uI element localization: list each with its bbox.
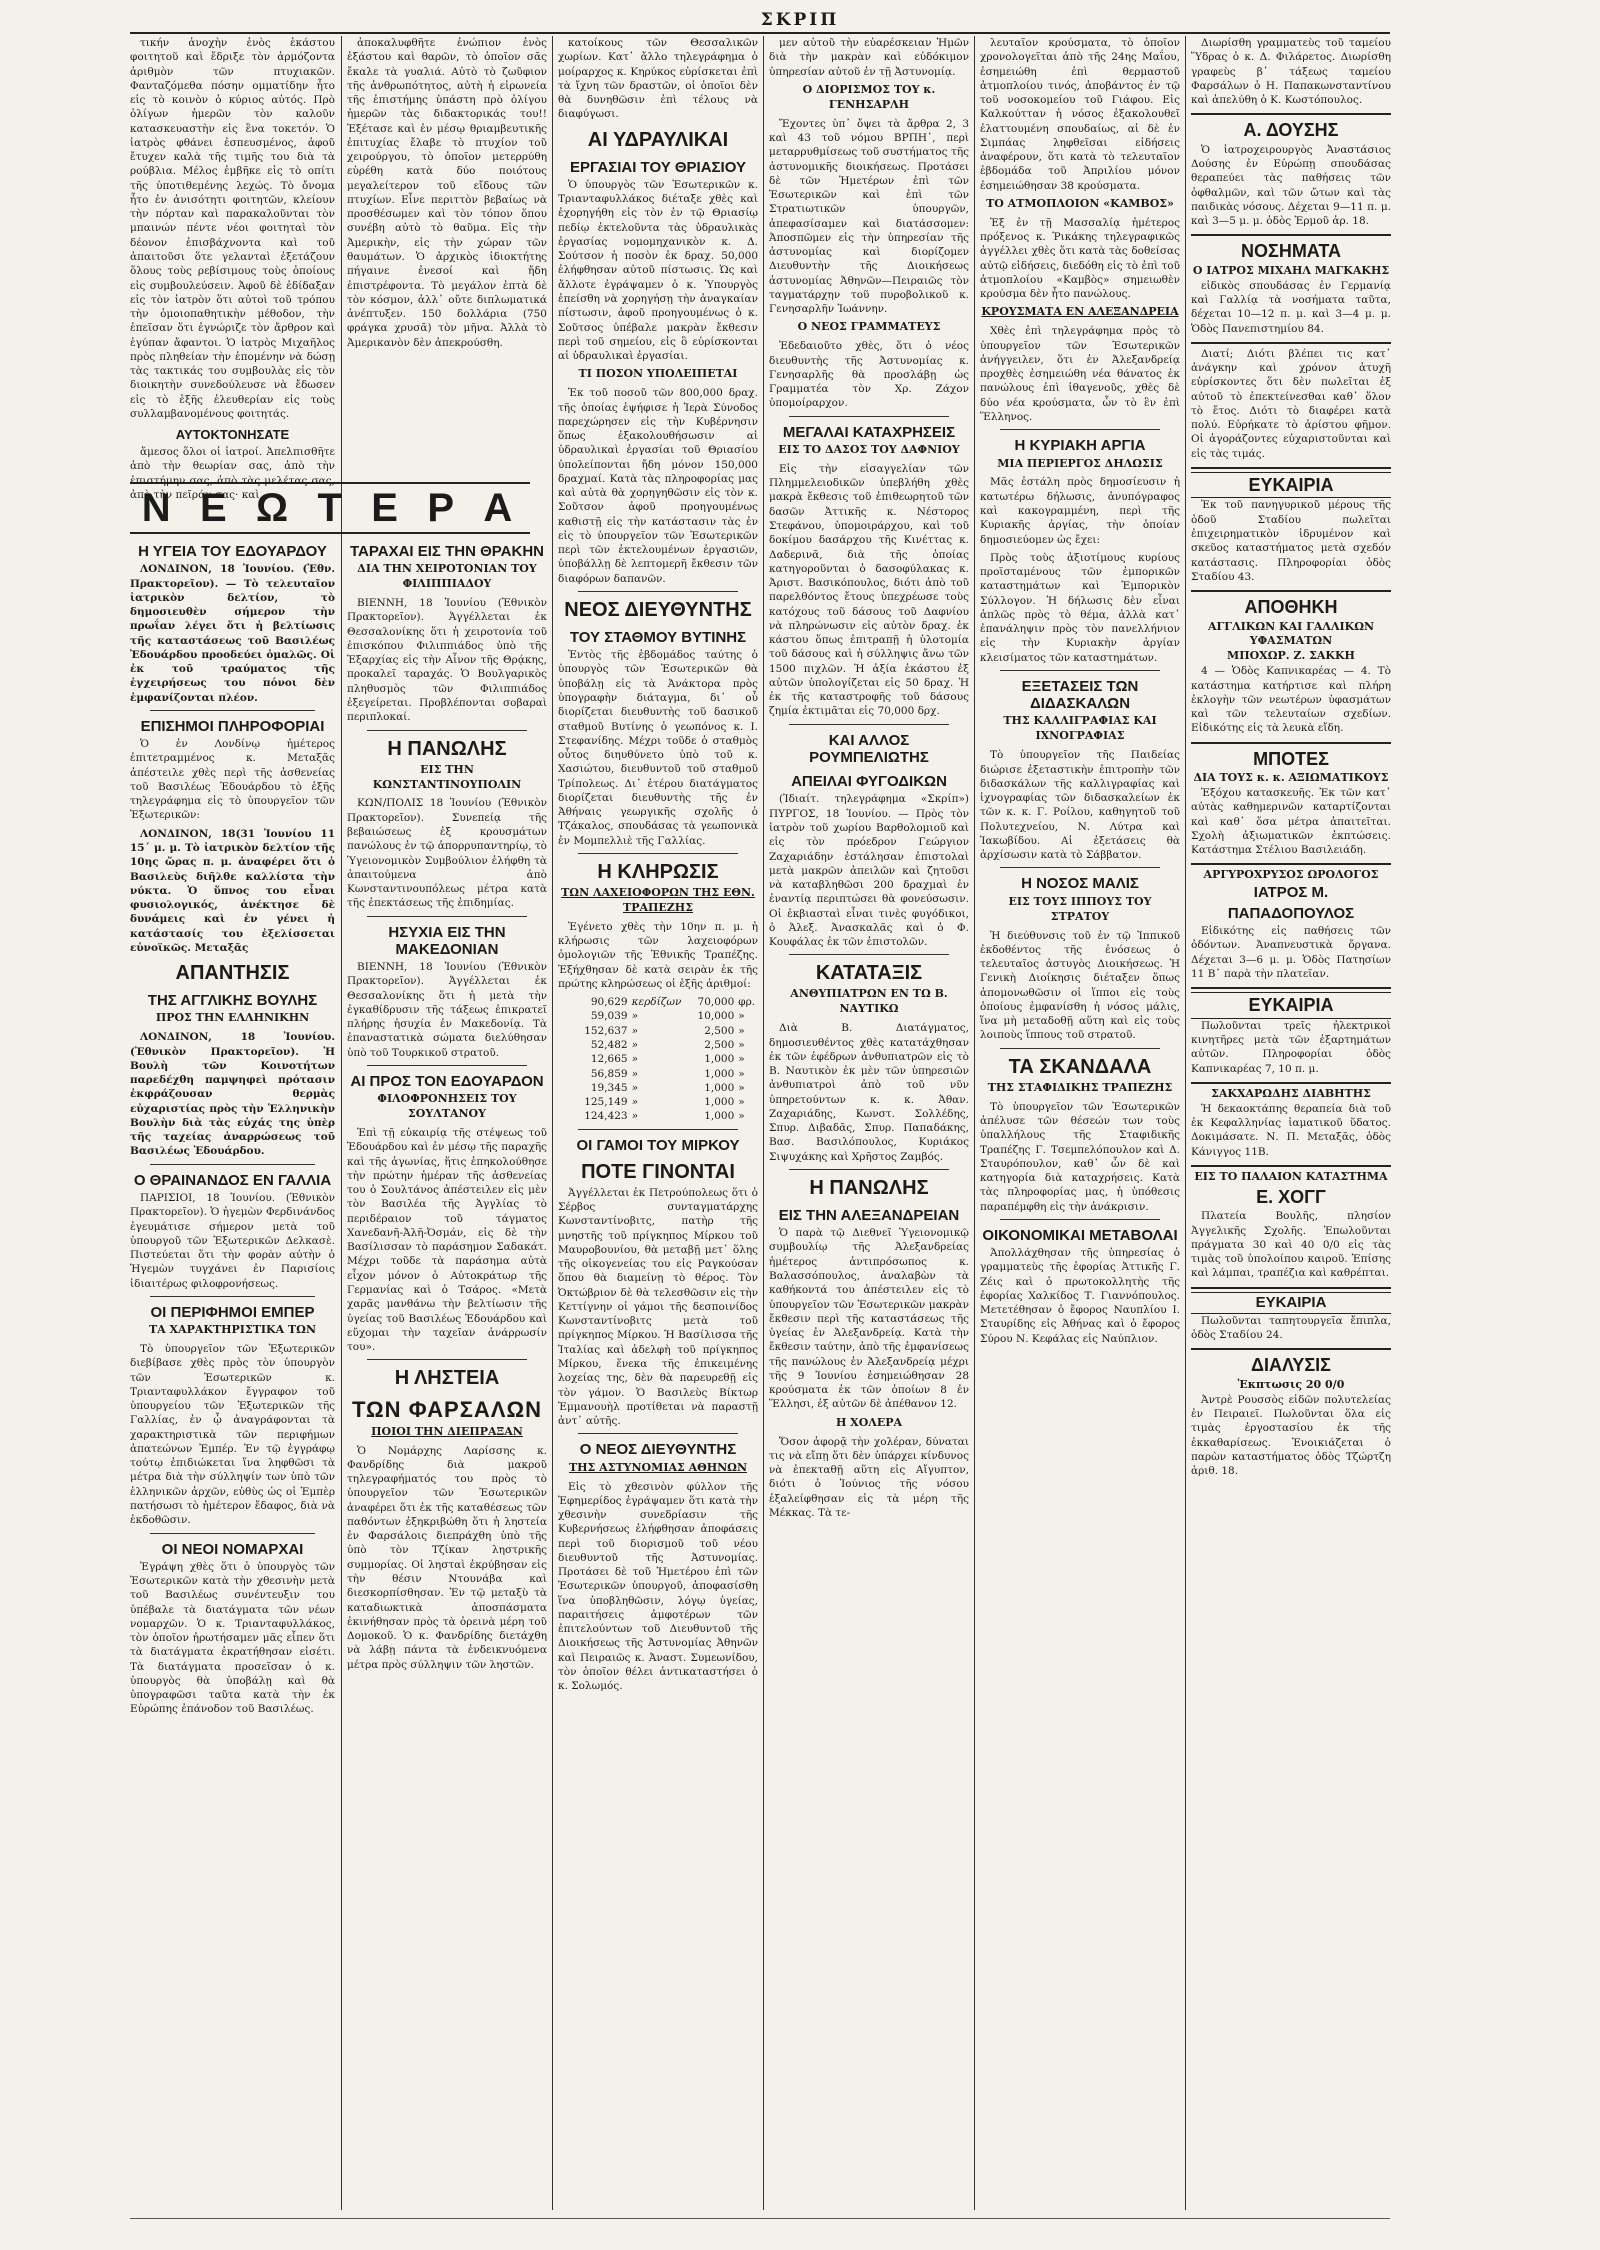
headline: ΤΩΝ ΦΑΡΣΑΛΩΝ (352, 1397, 542, 1423)
lottery-number: 19,345 (590, 1081, 628, 1094)
divider (1000, 1048, 1160, 1049)
lottery-row (558, 1095, 758, 1109)
divider (150, 710, 315, 711)
ad-subtitle: ΑΓΓΛΙΚΩΝ ΚΑΙ ΓΑΛΛΙΚΩΝ ΥΦΑΣΜΑΤΩΝ (1207, 619, 1375, 648)
headline: Η ΝΟΣΟΣ ΜΑΛΙΣ (1021, 875, 1139, 893)
advertisement (1191, 863, 1391, 981)
article-text: Ὁ Νομάρχης Λαρίσσης κ. Φανδρίδης διὰ μακροῦ τηλεγραφήματός του πρὸς τὸ ὑπουργεῖον τῶν Ἐσωτερικῶν ἀναφέρει ὅτι ἐκ τῆς καταθέσεως τῶν παθόντων ἐξηκριβώθη ὅτι ἡ ληστεία ἐν Φαρσάλοις διεπράχθη ὑπὸ τῆς ὑπὸ τὸν Τζίκαν ληστρικῆς συμμορίας. Οἱ λησταὶ ἐκρύβησαν εἰς τὴν θέσιν Ντουνάβα καὶ διεσκορπίσθησαν. Ἐν τῷ μεταξὺ τὰ καταδιωκτικὰ ἀποσπάσματα ἐκινήθησαν πρὸς τὰ ὀρεινὰ μέρη τοῦ Δομοκοῦ. Ὁ κ. Φανδρίδης διετάχθη νὰ λάβῃ πάντα τὰ ἐνδεικνυόμενα μέτρα πρὸς σύλληψιν τῶν ληστῶν. (347, 1444, 547, 1671)
article-text: Χθὲς ἐπὶ τηλεγράφημα πρὸς τὸ ὑπουργεῖον τῶν Ἐσωτερικῶν ἀνήγγειλεν, ὅτι ἐν Ἀλεξανδρείᾳ προχθὲς ἐσημειώθη νέα θάνατος ἐκ πανώλους ἐπὶ ἰθαγενοῦς, χθὲς δὲ δύο νέα κρούσματα, ὧν τὸ ἓν ἐπὶ Ἕλληνος. (980, 325, 1180, 424)
ad-text: Πλατεία Βουλῆς, πλησίον Ἀγγελικῆς Σχολῆς. Ἐπωλοῦνται πράγματα 30 καὶ 40 0/0 εἰς τὰς τιμὰς τοῦ ὑπολοίπου καιροῦ. Ἐπίσης καὶ λάμπαι, τραπέζια καὶ καθρέπται. (1191, 1210, 1391, 1280)
lottery-prize: 1,000 (704, 1053, 735, 1066)
ad-text: Ἐκ τοῦ πανηγυρικοῦ μέρους τῆς ὁδοῦ Σταδίου πωλεῖται ἐπιχειρηματικὸν ἱδρυμένον καὶ σκεῦος καταστήματος μετὰ σχεδόν κατάστασις. Πληροφορίαι ὁδὸς Σταδίου 43. (1191, 499, 1391, 583)
lottery-prize: 70,000 (697, 996, 735, 1009)
subheadline: ΠΟΙΟΙ ΤΗΝ ΔΙΕΠΡΑΞΑΝ (371, 1424, 523, 1438)
subheadline: ΤΩΝ ΛΑΧΕΙΟΦΟΡΩΝ ΤΗΣ ΕΘΝ. ΤΡΑΠΕΖΗΣ (561, 885, 755, 914)
lottery-currency: » (738, 1053, 745, 1066)
column-rule (974, 36, 975, 2210)
divider (367, 730, 527, 731)
article-text: κατοίκους τῶν Θεσσαλικῶν χωρίων. Κατ᾽ ἄλλο τηλεγράφημα ὁ μοίραρχος κ. Κηρύκος εὑρίσκεται ἐπὶ τὰ ἴχνη τῶν δραστῶν, οἱ ὁποῖοι δὲν θὰ δυνηθῶσιν ἐπὶ τέλους νὰ διαφύγωσι. (558, 37, 758, 121)
lottery-number: 59,039 (590, 1010, 628, 1023)
divider (578, 1129, 738, 1130)
lottery-number: 124,423 (584, 1110, 628, 1123)
subheadline: ΕΙΣ ΤΟ ΔΑΣΟΣ ΤΟΥ ΔΑΦΝΙΟΥ (778, 442, 960, 456)
lottery-number: 12,665 (590, 1053, 628, 1066)
ad-subtitle: Ο ΙΑΤΡΟΣ ΜΙΧΑΗΛ ΜΑΓΚΑΚΗΣ (1192, 263, 1390, 277)
column-rule (552, 36, 553, 2210)
lottery-currency: » (738, 1067, 745, 1080)
article-text: Τὸ ὑπουργεῖον τῆς Παιδείας διώρισε ἐξεταστικὴν ἐπιτροπὴν τῶν διδασκάλων τῆς καλλιγραφίας καὶ ἰχνογραφίας τῶν διδασκαλείων ἐκ τῶν κ. κ. Γ. Ροίλου, καθηγητοῦ τοῦ Πολυτεχνείου, Ν. Λύτρα καὶ Ἰακωβίδου. Αἱ ἐξετάσεις θὰ ἀρχίσωσιν κατὰ τὸ Σάββατον. (980, 749, 1180, 862)
headline: ΑΥΤΟΚΤΟΝΗΣΑΤΕ (175, 427, 290, 443)
advertisement (1191, 1082, 1391, 1159)
headline: ΤΟΥ ΣΤΑΘΜΟΥ ΒΥΤΙΝΗΣ (569, 628, 747, 646)
lottery-number: 90,629 (590, 996, 628, 1009)
headline: ΗΣΥΧΙΑ ΕΙΣ ΤΗΝ ΜΑΚΕΔΟΝΙΑΝ (388, 923, 506, 958)
subheadline: ΜΙΑ ΠΕΡΙΕΡΓΟΣ ΔΗΛΩΣΙΣ (997, 456, 1163, 470)
headline: ΑΠΕΙΛΑΙ ΦΥΓΟΔΙΚΩΝ (791, 773, 947, 791)
advertisement (1191, 342, 1391, 461)
advertisement (1191, 1165, 1391, 1281)
advertisement (1191, 1287, 1391, 1343)
subheadline: ΔΙΑ ΤΗΝ ΧΕΙΡΟΤΟΝΙΑΝ ΤΟΥ ΦΙΛΙΠΠΙΑΔΟΥ (357, 562, 537, 591)
headline: ΟΙ ΠΕΡΙΦΗΜΟΙ ΕΜΠΕΡ (150, 1303, 315, 1321)
lottery-label: » (631, 1024, 639, 1037)
article-text: Τὸ ὑπουργεῖον τῶν Ἐσωτερικῶν ἀπέλυσε τῶν θέσεών των τοὺς ὑπαλλήλους τῆς Σταφιδικῆς Τραπέζης Γ. Τσεμπελόπουλον καὶ Δ. Σταυρόπουλον, καθ᾽ ὧν δὲ καὶ κατηγορία διὰ καταχρήσεις. Κατὰ τὰς πληροφορίας μας, ἡ ὑπόθεσις παραπέμφθη εἰς τὴν ἀνάκρισιν. (980, 1100, 1180, 1213)
article-text: Τὸ ὑπουργεῖον τῶν Ἐξωτερικῶν διεβίβασε χθὲς πρὸς τὸν ὑπουργὸν τῶν Ἐσωτερικῶν κ. Τριανταφυλλάκον ἔγγραφον τοῦ ὑπουργείου τῶν Ἐξωτερικῶν τῆς Γαλλίας, ἐν ᾧ ἀναγράφονται τὰ χαρακτηριστικὰ τῶν περιφήμων ἀπατεώνων Ἐμπέρ. Ἐν τῷ ἐγγράφῳ τούτῳ ἐπιδιώκεται ἵνα ληφθῶσι τὰ μέτρα διὰ τὴν σύλληψίν των ὑπὸ τῶν ἑλληνικῶν ἀρχῶν, εὐθὺς ὡς οἱ Ἐμπὲρ πατήσωσι τὸ ἡμέτερον ἔδαφος, διὰ νὰ ἐκδοθῶσιν. (130, 1343, 335, 1527)
headline: ΝΕΟΣ ΔΙΕΥΘΥΝΤΗΣ (564, 598, 752, 621)
article-text: Εἰς τὸ χθεσινὸν φύλλον τῆς Ἐφημερίδος ἐγράψαμεν ὅτι κατὰ τὴν χθεσινὴν συνεδρίασιν τῆς Κυβερνήσεως ἐλήφθησαν ἀποφάσεις περὶ τοῦ διορισμοῦ τοῦ νέου διευθυντοῦ τῆς Ἀστυνομίας. Προτάσει δὲ τοῦ Ἡμετέρου ἐπὶ τῶν Ἐσωτερικῶν ὑπουργοῦ, ἀποφασίσθη ἵνα ὑποβληθῶσιν, λόγῳ ὑγείας, παραιτήσεις ἀμφοτέρων τῶν ἐπιτελούντων τοῦ Διευθυντοῦ τῆς Διοικήσεως τῆς Ἀστυνομίας Ἀθηνῶν καὶ Πειραιῶς κ. Ἀναστ. Συμεωνίδου, τὸν ὁποῖον θέλει ἀντικαταστήσει ὁ κ. Σολωμός. (558, 1480, 758, 1693)
ad-title: ΑΠΟΘΗΚΗ (1244, 597, 1338, 618)
subheadline: ΤΗΣ ΣΤΑΦΙΔΙΚΗΣ ΤΡΑΠΕΖΗΣ (987, 1080, 1173, 1094)
article-text: Ἐκ τοῦ ποσοῦ τῶν 800,000 δραχ. τῆς ὁποίας ἐψήφισε ἡ Ἱερὰ Σύνοδος παρεχώρησεν εἰς τὴν Κυβέρνησιν ὅπως ἐξακολουθήσωσιν αἱ ὑδραυλικαὶ ἐργασίαι τοῦ Θριασίου ὑπολείπονται ἤδη μόνον 150,000 δραχμαί. Κατὰ τὰς πληροφορίας μας καὶ αὐτὰ θὰ χορηγηθῶσιν εἰς τὸν κ. Σοῦτσον ἀφοῦ προηγουμένως καθιστῇ εἰς τὴν κατάστασιν τὰς ἐν εἰς τὸ ὑπουργεῖον τῶν Ἐσωτερικῶν περὶ τῶν ἐκτελουμένων ἐργασιῶν, ὑποβάλλῃ δὲ λεπτομερῆ ἔκθεσιν τῶν διαφόρων δαπανῶν. (558, 387, 758, 585)
divider (578, 853, 738, 854)
article-text: ἀποκαλυφθῆτε ἐνώπιον ἑνὸς ἑξάστου καὶ θαρῶν, τὸ ὁποῖον σᾶς ἔκαλε τὰ γυαλιά. Αὐτὸ τὸ ζωῦφιον τῆς ἀνθρωπότητος, αὐτὴ ἡ εἰρωνεία τῆς ἐπιστήμης ὑπάστη πρὸ ὀλίγου ἡμερῶν τὰς διδακτορικάς του!! Ἐξέτασε καὶ ἐν μέσῳ θριαμβευτικῆς ἐπιτυχίας ἔλαβε τὸ πτυχίον τοῦ χειρούργου, τὸ ὁποῖον μετερρύθη εὑρέθη κατὰ δύο ποιότους μεγαλείτερον τοῦ εἴδους τῶν πτυχίων. Εἶνε περιττὸν βεβαίως νὰ προσθέσωμεν καὶ τὸν τόπον ὅπου συνέβη αὐτὸ τὸ θαῦμα. Εἰς τὴν Ἀμερικὴν, εἰς τὴν χώραν τῶν θαυμάτων. Ὁ ἀρχικὸς ἰδιοκτήτης πήγαινε ἐνεσοί καὶ ἤδη ἐπιστρέφοντα. Τὸ μεγάλον ἑπτὰ δὲ τὸν κόσμον, ἀλλ᾽ οὔτε διπλωματικά ἀνέπτυξεν. 150 δολλάρια (750 φράγκα χρυσᾶ) τὸν μῆνα. Ἀλλὰ τὸ Ἀμερικανὸν δὲν ἀπεκρούσθη. (347, 37, 547, 349)
masthead: ΣΚΡΙΠ (760, 10, 840, 30)
lottery-currency: » (738, 1024, 745, 1037)
subheadline: Ο ΔΙΟΡΙΣΜΟΣ ΤΟΥ κ. ΓΕΝΗΣΑΡΛΗ (802, 82, 936, 111)
lottery-number: 152,637 (584, 1024, 628, 1037)
ad-title: ΕΥΚΑΙΡΙΑ (1191, 992, 1391, 1018)
advertisement (1191, 234, 1391, 335)
banner-letter: Ε (199, 485, 233, 530)
ad-text: Πωλοῦνται ταπητουργεῖα ἔπιπλα, ὁδὸς Σταδίου 24. (1191, 1314, 1391, 1342)
ad-title: ΙΑΤΡΟΣ Μ. ΠΑΠΑΔΟΠΟΥΛΟΣ (1227, 884, 1355, 922)
article-text: Ἐντὸς τῆς ἑβδομάδος ταύτης ὁ ὑπουργὸς τῶν Ἐσωτερικῶν θὰ ὑποβάλῃ εἰς τὰ Ἀνάκτορα πρὸς ὑπογραφὴν διάταγμα, δι᾽ οὗ διορίζεται διευθυντὴς τοῦ δασικοῦ σταθμοῦ Βυτίνης ὁ γεωπόνος κ. Ι. Στεφανίδης. Μέχρι τοῦδε ὁ σταθμὸς οὗτος διηυθύνετο ὑπὸ τοῦ κ. Χασιώτου, διευθυντοῦ τοῦ σταθμοῦ Τρίπολεως. Δι᾽ ἑτέρου διατάγματος διορίζεται διευθυντὴς τῆς ἐν Ἀθήναις γεωργικῆς σχολῆς ὁ Τζάκαλος, σπουδάσας τὰ γεωπονικὰ ἐν Μομπελλιὲ τῆς Γαλλίας. (558, 649, 758, 847)
article-text: Ἐγένετο χθὲς τὴν 10ην π. μ. ἡ κλήρωσις τῶν λαχειοφόρων ὁμολογιῶν τῆς Ἐθνικῆς Τραπέζης. Ἐξήχθησαν δὲ κατὰ σειρὰν ἐκ τῆς πρώτης κληρώσεως οἱ ἑξῆς ἀριθμοί: (558, 920, 758, 990)
ad-title: Ε. ΧΟΓΓ (1256, 1186, 1326, 1207)
article-text: ΒΙΕΝΝΗ, 18 Ἰουνίου (Ἐθνικὸν Πρακτορεῖον). Ἀγγέλλεται ἐκ Θεσσαλονίκης ὅτι ἡ μετὰ τὴν ἐγκαθίδρυσιν τῆς τάξεως ἐπικρατεῖ πλήρης ἡσυχία ἐν Μακεδονίᾳ. Τὰ ἐπαναστατικὰ σώματα διελύθησαν ὑπὸ τοῦ Τουρκικοῦ στρατοῦ. (347, 961, 547, 1059)
lottery-currency: φρ. (738, 996, 756, 1009)
subheadline: ΕΙΣ ΤΗΝ ΚΩΝΣΤΑΝΤΙΝΟΥΠΟΛΙΝ (372, 762, 522, 791)
article-text: (Ἰδιαίτ. τηλεγράφημα «Σκρίπ») ΠΥΡΓΟΣ, 18 Ἰουνίου. — Πρὸς τὸν ἰατρὸν τοῦ χωρίου Βαρθολομιοῦ καὶ εἰς τὸν πρόεδρον Γεώργιον Ζαχαριάδην ἐστάλησαν ἐπιστολαὶ μετὰ μακρῶν ἀπειλῶν καὶ ζητοῦσι νὰ καταβληθῶσι 200 δραχμαὶ ἐν ἐναντίᾳ περιπτώσει θὰ φονεύσωσιν. Οἱ ἐκβιασταὶ εἶναι τινὲς φυγόδικοι, ὁ Ἀλεξ. Ἀνασκαλᾶς καὶ ὁ Φ. Κουφάλας ἐκ τῶν ἐπιστολῶν. (769, 793, 969, 949)
ad-subtitle: ΣΑΚΧΑΡΩΔΗΣ ΔΙΑΒΗΤΗΣ (1211, 1086, 1371, 1100)
article-text: ΛΟΝΔΙΝΟΝ, 18 Ἰουνίου. (Ἐθν. Πρακτορεῖον). — Τὸ τελευταῖον ἰατρικὸν δελτίον, τὸ δημοσιευθὲν σήμερον τὴν πρωΐαν λέγει ὅτι ἡ βελτίωσις τῆς καταστάσεως τοῦ Βασιλέως Ἐδουάρδου προοδεύει ὁμαλῶς. Οἱ ἐκ τοῦ τραύματος τῆς ἐγχειρήσεως του πόνοι δὲν ἐμφανίζονται πλέον. (130, 563, 335, 704)
banner-letter: Α (483, 485, 519, 530)
divider (1000, 867, 1160, 868)
lottery-prize: 1,000 (704, 1110, 735, 1123)
subheadline: ΤΗΣ ΚΑΛΛΙΓΡΑΦΙΑΣ ΚΑΙ ΙΧΝΟΓΡΑΦΙΑΣ (1003, 714, 1157, 743)
headline: Η ΠΑΝΩΛΗΣ (387, 737, 507, 760)
lottery-prize: 1,000 (704, 1067, 735, 1080)
article-text: Ἀγγέλλεται ἐκ Πετρούπολεως ὅτι ὁ Σέρβος συνταγματάρχης Κωνσταντίνοβιτς, πατὴρ τῆς μνηστῆς τοῦ πρίγκηπος Μίρκου τοῦ Μαυροβουνίου, θὰ μεταβῇ μετ᾽ ὅλης τῆς οἰκογενείας του εἰς Ραγκούσαν ὅπου θὰ διαμείνῃ τὸ θέρος. Τὸν Ὀκτώβριον δὲ θὰ τελεσθῶσιν εἰς τὴν Κεττίγνην οἱ γάμοι τῆς δεσποινίδος Κωνσταντίνοβιτς μετὰ τοῦ πρίγκηπος Μίρκου. Ἡ Βασίλισσα τῆς Ἰταλίας καὶ ἀδελφὴ τοῦ πρίγκηπος Μίρκου, ἕνεκα τῆς ἐπικειμένης λοχείας της, δὲν θὰ παρευρεθῇ εἰς τὸν γάμον. Ὁ Βασιλεὺς Βίκτωρ Ἐμμανουὴλ προτίθεται νὰ παραστῇ ἀντ᾽ αὐτῆς. (558, 1186, 758, 1428)
headline: ΕΙΣ ΤΗΝ ΑΛΕΞΑΝΔΡΕΙΑΝ (778, 1206, 960, 1224)
headline: ΤΑΡΑΧΑΙ ΕΙΣ ΤΗΝ ΘΡΑΚΗΝ (349, 543, 544, 560)
headline: Η ΛΗΣΤΕΙΑ (394, 1367, 500, 1390)
divider (789, 1169, 949, 1170)
lottery-row (558, 1052, 758, 1066)
headline: ΕΞΕΤΑΣΕΙΣ ΤΩΝ ΔΙΔΑΣΚΑΛΩΝ (1021, 677, 1139, 713)
banner-letter: Ν (141, 485, 177, 530)
divider (578, 591, 738, 592)
divider (1000, 1219, 1160, 1220)
column-2 (347, 536, 547, 2210)
ad-subtitle: Ἐκπτωσις 20 0/0 (1237, 1377, 1345, 1391)
article-text: Εἰς τὴν εἰσαγγελίαν τῶν Πλημμελειοδικῶν ὑπεβλήθη χθὲς μακρὰ ἔκθεσις τοῦ ἐπιθεωρητοῦ τῶν δασῶν Ἀττικῆς κ. Νέστορος Στεφάνου, ὑπομοιράρχου, καὶ τοῦ δοκίμου δασάρχου τῆς Κινέττας κ. Δαδερινᾶ, διὰ τῆς ὁποίας κατηγοροῦνται ὁ δασοφύλακας κ. Ἀριστ. Βασικόπουλος, διότι ἀπὸ τοῦ παρελθόντος ἔτους ὑπεχρέωσε τοὺς κατόχους τοῦ δάσους τοῦ Δαφνίου νὰ πληρώνωσιν εἰς αὐτὸν δραχ. ἐκ κάστου ὅπως ἐπιτραπῇ ἡ ὑλοτομία τοῦ δάσους καὶ ἡ σύλληψις ἄνω τῶν 1500 πιχλῶν. Ἡ ἀξία ἑκάστου ἐξ αὐτῶν ὑπολογίζεται εἰς 50 δραχ. Ἡ ἐκ τῆς καταστροφῆς τοῦ δάσους ζημία ἐκτιμᾶται εἰς 70,000 δρχ. (769, 462, 969, 718)
headline: ΕΠΙΣΗΜΟΙ ΠΛΗΡΟΦΟΡΙΑΙ (140, 717, 325, 735)
subheadline: ΦΙΛΟΦΡΟΝΗΣΕΙΣ ΤΟΥ ΣΟΥΛΤΑΝΟΥ (377, 1092, 517, 1121)
ad-text: Ἐξόχου κατασκευῆς. Ἐκ τῶν κατ᾽ αὐτὰς καθημερινῶν καταρτίζονται καὶ καθ᾽ ὅσα μέτρα ἀπαιτεῖται. Σχολὴ ἀξιωματικῶν ἐκπτώσεις. Κατάστημα Στέλιου Βασιλειάδη. (1191, 787, 1391, 857)
banner-letter: Ω (256, 485, 295, 530)
article-text: Πρὸς τοὺς ἀξιοτίμους κυρίους προϊσταμένους τῶν ἐμπορικῶν καταστημάτων καὶ Ἐμπορικὸν Σύλλογον. Ἡ δήλωσις δὲν εἶναι ἁπλῶς πρὸς τὸ θέμα, ἀλλὰ κατ᾽ ἐπανάληψιν πρὸς τὸν πανελλήνιον εἰς τὴν Κυριακὴν ἀργίαν κλεισίματος τῶν καταστημάτων. (980, 551, 1180, 664)
lottery-prize: 1,000 (704, 1096, 735, 1109)
ad-text: 4 — Ὁδὸς Καπνικαρέας — 4. Τὸ κατάστημα κατήρτισε καὶ πλήρη ἐκλογὴν τῶν νεωτέρων ὑφασμάτων καὶ τῶν τελευταίων σχεδίων. Εἰδικότης εἰς τὰ λευκὰ εἴδη. (1191, 665, 1391, 735)
column-5 (980, 36, 1180, 2210)
lottery-row (558, 1067, 758, 1081)
lottery-prize: 2,500 (704, 1024, 735, 1037)
column-rule (763, 36, 764, 2210)
article-text: Ἔχοντες ὑπ᾽ ὄψει τὰ ἄρθρα 2, 3 καὶ 43 τοῦ νόμου ΒΡΠΗ᾽, περὶ μεταρρυθμίσεως τοῦ συστήματος τῆς ἀστυνομικῆς διοικήσεως. Προτάσει δὲ τῶν Ἡμετέρων ἐπὶ τῶν Ἐσωτερικῶν καὶ ἐπὶ τῶν Στρατιωτικῶν ὑπουργῶν, ἀπεφασίσαμεν καὶ διατάσσομεν: Ἀποσπῶμεν εἰς τὴν ὑπηρεσίαν τῆς ἀστυνομίας καὶ διορίζομεν Διευθυντὴν τῆς Διοικήσεως ἀστυνομίας Ἀθηνῶν—Πειραιῶς τὸν ταγματάρχην τοῦ πυροβολικοῦ κ. Γενησαρλῆν Ἰωάννην. (769, 117, 969, 316)
divider (578, 1433, 738, 1434)
article-text: Ὅσον ἀφορᾷ τὴν χολέραν, δύναται τις νὰ εἴπῃ ὅτι δὲν ὑπάρχει κίνδυνος νὰ ἐπεκταθῇ αὕτη εἰς Αἴγυπτον, διότι ὁ Ἰούνιος τῆς νόσου ἐξαλείφθησαν εἰς τὰ μέρη τῆς Μέκκας. Τὰ τε- (769, 1435, 969, 1519)
advertisement (1191, 742, 1391, 858)
lottery-label: κερδίζων (631, 996, 682, 1009)
lottery-prize: 1,000 (704, 1081, 735, 1094)
article-text: Ἐπὶ τῇ εὐκαιρίᾳ τῆς στέψεως τοῦ Ἐδουάρδου καὶ ἐν μέσῳ τῆς παραχῆς καὶ τῆς ἀγωνίας, ἥτις ἐπηκολούθησε τὴν πρώτην ἡμέραν τῆς ἀσθενείας του ὁ Σουλτάνος ἀπέστειλεν εἰς μὲν τὸν Βασιλέα τῆς Ἀγγλίας τὸ περιδέραιον τοῦ τάγματος Χανεδανῆ-Ἀλῆ-Ὀσμάν, εἰς δὲ τὴν Βασίλισσαν τὸ παράσημον Σαδακάτ. Μέχρι τοῦδε τὰ παράσημα αὐτὰ εἶχον μόνον ὁ Αὐτοκράτωρ τῆς Γερμανίας καὶ ὁ Τσάρος. «Μετὰ χαρᾶς μανθάνω τὴν βελτίωσιν τῆς ὑγείας τοῦ Βασιλέως Ἐδουάρδου καὶ εὔχομαι τὴν ταχεῖαν ἀνάρρωσίν του». (347, 1127, 547, 1354)
bottom-rule (130, 2218, 1390, 2219)
divider (789, 954, 949, 955)
headline: ΟΙΚΟΝΟΜΙΚΑΙ ΜΕΤΑΒΟΛΑΙ (982, 1226, 1178, 1244)
ad-subtitle: ΕΙΣ ΤΟ ΠΑΛΑΙΟΝ ΚΑΤΑΣΤΗΜΑ (1194, 1169, 1388, 1183)
headline: ΟΙ ΝΕΟΙ ΝΟΜΑΡΧΑΙ (161, 1540, 304, 1558)
ad-subtitle: ΑΡΓΥΡΟΧΡΥΣΟΣ ΩΡΟΛΟΓΟΣ (1203, 868, 1379, 882)
article-text: Ἡ διεύθυνσις τοῦ ἐν τῷ Ἱππικοῦ ἐκδοθέντος τῆς ἐνόσεως ὁ τελευταῖος ἀστυγὸς Διοικήσεως. Ἡ Γενικὴ Διοίκησις διέταξεν ὅπως ἀπομονωθῶσιν οἱ ἵπποι εἰς τοὺς ὁποίους ἐμφανίσθη ἡ νόσος μάλις, ἵνα μὴ μεταδοθῇ αὕτη καὶ εἰς τοὺς λοιποὺς ἵππους τοῦ στρατοῦ. (980, 929, 1180, 1042)
headline: ΜΕΓΑΛΑΙ ΚΑΤΑΧΡΗΣΕΙΣ (782, 423, 956, 441)
lottery-currency: » (738, 1010, 745, 1023)
headline: ΠΟΤΕ ΓΙΝΟΝΤΑΙ (581, 1160, 735, 1183)
column-2-top (347, 36, 547, 476)
ad-subtitle: ΔΙΑ ΤΟΥΣ κ. κ. ΑΞΙΩΜΑΤΙΚΟΥΣ (1193, 771, 1389, 785)
lottery-currency: » (738, 1096, 745, 1109)
article-text: Ὁ ὑπουργὸς τῶν Ἐσωτερικῶν κ. Τριανταφυλλάκος διέταξε χθὲς καὶ ἐχορηγήθη εἰς τὸν ἐν τῷ Θριασίῳ πεδίῳ ἐκτελοῦντα τὰς ὑδραυλικὰς ἐργασίας νομομηχανικὸν κ. Δ. Σούτσον ἡ ποσὸν ἐκ δραχ. 50,000 ἐλήφθησαν αὐτοῦ πίστωσις. Ὡς καὶ ἄλλοτε ἐγράψαμεν ὁ κ. Ὑπουργὸς ἐπείσθη νὰ χορηγήσῃ τὴν ἀναγκαίαν πίστωσιν, ἀφοῦ προηγουμένως ὁ κ. Σοῦτσος ὑπέβαλε μακρὰν ἔκθεσιν περὶ τοῦ σημείου, εἰς ὃ εὑρίσκονται αἱ ὑδραυλικαὶ ἐργασίαι. (558, 178, 758, 363)
ad-title: Α. ΔΟΥΣΗΣ (1243, 120, 1339, 141)
divider (789, 724, 949, 725)
subheadline: ΚΡΟΥΣΜΑΤΑ ΕΝ ΑΛΕΞΑΝΔΡΕΙΑ (981, 305, 1179, 319)
lottery-currency: » (738, 1081, 745, 1094)
column-3 (558, 36, 758, 2210)
lottery-label: » (631, 1053, 639, 1066)
article-text: λευταῖον κρούσματα, τὸ ὁποῖον χρονολογεῖται ἀπὸ τῆς 24ης Μαΐου, ἐσημειώθη ἐπὶ θερμαστοῦ ἀτμοπλοίου τινός, ἀποβάντος ἐν τῷ τοῦ νοσοκομείου τοῦ Γιάφου. Εἰς Καλκούτταν ἡ νόσος ἐξακολουθεῖ ἐλαττουμένη σπουδαίως, αἱ δὲ ἐν Σιμπάας ληφθεῖσαι εἰδήσεις ἀναφέρουν, ὅτι κατὰ τὸ τελευταῖον ἑβδομάδα τοῦ Ἀπριλίου μόνον ἐσημειώθησαν 38 κρούσματα. (980, 37, 1180, 192)
article-text: Διὰ Β. Διατάγματος, δημοσιευθέντος χθὲς κατατάχθησαν ἐκ τῶν ἐφέδρων ἀνθυπιατρῶν εἰς τὸ Β. Ναυτικὸν ἐκ μὲν τῶν ὑπηρεσιῶν ἀνθυπιατροὶ ἀπὸ τοῦ νῦν ὑπηρετούντων κ. κ. Ἀθαν. Ζαχαριάδης, Κωνστ. Σολλέδης, Σπυρ. Διβαδᾶς, Σπυρ. Παπαδάκης, Βασ. Βασιλόπουλος, Κυριάκος Σιψυχάκης καὶ Χρῆστος Ζαμβός. (769, 1022, 969, 1163)
subheadline: ΑΝΘΥΠΙΑΤΡΩΝ ΕΝ ΤΩ Β. ΝΑΥΤΙΚΩ (790, 987, 948, 1016)
ad-text: εἰδικὸς σπουδάσας ἐν Γερμανίᾳ καὶ Γαλλίᾳ τὰ νοσήματα ταῦτα, δέχεται 10—12 π. μ. καὶ 3—4 μ. μ. Ὁδὸς Πανεπιστημίου 84. (1191, 279, 1391, 335)
article-text: Ἐξ ἐν τῇ Μασσαλίᾳ ἡμέτερος πρόξενος κ. Ῥικάκης τηλεγραφικῶς ἀγγέλλει χθὲς ὅτι κατὰ τὰς δοθείσας αὐτῷ εἰδήσεις, διεδόθη εἰς τὸ ἐπὶ τοῦ ἀτμοπλοίου «Καμβὸς» σημειωθὲν κρούσμα δὲν ἦτο πανώλους. (980, 216, 1180, 301)
divider (150, 1533, 315, 1534)
lottery-label: » (631, 1010, 639, 1023)
lottery-label: » (631, 1067, 639, 1080)
subheadline: ΤΑ ΧΑΡΑΚΤΗΡΙΣΤΙΚΑ ΤΩΝ (148, 1323, 317, 1337)
headline: Η ΚΥΡΙΑΚΗ ΑΡΓΙΑ (1014, 437, 1146, 455)
lottery-row (558, 1109, 758, 1123)
ad-title: ΕΥΚΑΙΡΙΑ (1191, 1292, 1391, 1314)
subheadline: ΕΙΣ ΤΟΥΣ ΙΠΠΟΥΣ ΤΟΥ ΣΤΡΑΤΟΥ (1008, 894, 1152, 923)
lottery-label: » (631, 1096, 639, 1109)
divider (367, 916, 527, 917)
headline: ΑΙ ΠΡΟΣ ΤΟΝ ΕΔΟΥΑΡΔΟΝ (350, 1072, 544, 1090)
advertisement (1191, 113, 1391, 228)
lottery-number: 52,482 (590, 1038, 628, 1051)
lottery-row (558, 1081, 758, 1095)
column-rule (341, 36, 342, 2210)
advertisement (1191, 1348, 1391, 1478)
advertisement (1191, 467, 1391, 584)
headline: ΤΗΣ ΑΓΓΛΙΚΗΣ ΒΟΥΛΗΣ (147, 992, 318, 1010)
divider (367, 1359, 527, 1360)
lottery-prize: 10,000 (697, 1010, 735, 1023)
lottery-prize: 2,500 (704, 1038, 735, 1051)
advertisement (1191, 590, 1391, 736)
article-text: μεν αὐτοῦ τὴν εὐαρέσκειαν Ἡμῶν διὰ τὴν μακρὰν καὶ εὐδόκιμον ὑπηρεσίαν αὐτοῦ ἐν τῇ Ἀστυνομίᾳ. (769, 37, 969, 78)
advertisement (1191, 987, 1391, 1076)
headline: ΚΑΤΑΤΑΞΙΣ (815, 962, 923, 985)
divider (150, 1164, 315, 1165)
ad-title: ΜΠΟΤΕΣ (1253, 748, 1329, 769)
headline: Η ΚΛΗΡΩΣΙΣ (597, 860, 719, 883)
ad-text: Ἀντρὲ Ρουσσὸς εἰδῶν πολυτελείας ἐν Πειραιεῖ. Πωλοῦνται ὅλα εἰς τιμὰς ἐργοστασίου ἐκ τῆς ἐκκαθαρίσεως. Ἐνοικιάζεται ὁ παρὼν καταστήματος ὁδὸς Τζώρτζη ἀριθ. 18. (1191, 1393, 1391, 1478)
lottery-currency: » (738, 1038, 745, 1051)
ad-text: Εἰδικότης εἰς παθήσεις τῶν ὀδόντων. Ἀναπνευστικὰ ὄργανα. Δέχεται 3—6 μ. μ. Ὁδὸς Πατησίων 11 Β᾽ παρὰ τὴν πλατεῖαν. (1191, 925, 1391, 980)
divider (789, 416, 949, 417)
banner-letter: Τ (317, 485, 348, 530)
column-1 (130, 536, 335, 2210)
headline: ΚΑΙ ΑΛΛΟΣ ΡΟΥΜΠΕΛΙΩΤΗΣ (809, 731, 929, 766)
article-text: τικήν ἀνοχὴν ἑνὸς ἑκάστου φοιτητοῦ καὶ ἔδριξε τὸν ἀρμόζοντα ἀριθμὸν τῶν πτυχιακῶν. Φανταζόμεθα πόσην ομματίδην ἦτο εἰς τὸ κοινὸν ὁ κύριος αὐτός. Πρὸ ὀλίγων ἡμερῶν τὸν καλοῦν κατασκευαστὴν εἰς ἓνα τοκετόν. Ὁ ἰατρὸς φθάνει ἐσπευσμένος, ἀφοῦ ἔτυχεν καλὰ τῆς τιμῆς του διὰ τὰ ρούβλια. Μέλος ἐμβῆκε εἰς τὸ οπίτι τῆς ὑποτιθεμένης λεχώς. Τὸ ὄνομα ἦτο ἐν ἀνισότητι φοιτητῶν, κλείουν τὴν πόρταν καὶ παρακαλοῦνται τὸν μπαινών πέντε νέοι φοιτηταὶ τὸν δέονον ἐπισβάχνοντα καὶ τοῦ ἀπαιτοῦσι ὅτε γελανταὶ ἐξετάζουν ὅλους τοὺς ρεβίσιμους τοὺς ὁποίους εἰς συμβουλεύσειν. Ἀφοῦ δὲ ἐδίδαξαν εἰς τὸν ἰατρὸν ὅτι αὐτοὶ τοῦ τρόπου τὴν ὁμοιοπαθητικὴν μέθοδον, τὴν ἐπεῖσαν ὅτι ἐγνώριζε τὸν ἄρθρον καὶ ἐγύπαν ἄφαντοι. Ὁ ἰατρὸς Μιχαῆλος πρὸς πληθείαν τὴν ἑπομένην νὰ δώσῃ τὰς τακτικάς του συμβουλὰς εἰς τὸν διοικητὴν συνεδούλευσε νὰ ἔδωσεν εἰς τὸ ἑξῆς ἐλευθερίαν εἰς τοὺς συλλαμβανομένους φοιτητάς. (130, 37, 335, 420)
lottery-currency: » (738, 1110, 745, 1123)
lottery-row (558, 1038, 758, 1052)
subheadline: ΤΙ ΠΟΣΟΝ ΥΠΟΛΕΙΠΕΤΑΙ (578, 367, 738, 381)
top-rule (130, 32, 1390, 34)
ad-title: ΝΟΣΗΜΑΤΑ (1241, 241, 1341, 262)
headline: ΟΙ ΓΑΜΟΙ ΤΟΥ ΜΙΡΚΟΥ (576, 1136, 740, 1154)
subheadline: Η ΧΟΛΕΡΑ (835, 1415, 903, 1429)
subheadline: ΤΗΣ ΑΣΤΥΝΟΜΙΑΣ ΑΘΗΝΩΝ (568, 1460, 748, 1474)
ad-text: Ἡ δεκαοκτάπης θεραπεία διὰ τοῦ ἐκ Κεφαλληνίας ἰαματικοῦ ὕδατος. Δοκιμάσατε. Ν. Π. Μεταξᾶς, ὁδὸς Κάνιγγος 11Β. (1191, 1102, 1391, 1158)
ad-title: ΔΙΑΛΥΣΙΣ (1251, 1355, 1331, 1376)
ad-text: Ὁ ἰατροχειρουργὸς Ἀναστάσιος Δούσης ἐν Εὐρώπῃ σπουδάσας θεραπεύει τὰς παθήσεις τῶν ὀφθαλμῶν, καὶ τῶν ὤτων καὶ τὰς παιδικὰς νόσους. Δέχεται 9—11 π. μ. καὶ 3—5 μ. μ. ὁδὸς Ἑρμοῦ ἀρ. 18. (1191, 143, 1391, 228)
lottery-number: 125,149 (584, 1096, 628, 1109)
headline: Ο ΘΡΑΙΝΑΝΔΟΣ ΕΝ ΓΑΛΛΙΑ (133, 1171, 332, 1189)
article-text: Ἀπολλάχθησαν τῆς ὑπηρεσίας ὁ γραμματεὺς τῆς ἐφορίας Ἀττικῆς Γ. Ζέις καὶ ὁ πρωτοκολλητὴς τῆς ἐφορίας Χαλκίδος Τ. Γιαννόπουλος. Μετετέθησαν ὁ ἔφορος Ναυπλίου Ι. Σταυρίδης εἰς Ἀθήνας καὶ ὁ ἔφορος Σύρου Ν. Κεφάλας εἰς Ναύπλιον. (980, 1247, 1180, 1345)
headline: Η ΠΑΝΩΛΗΣ (809, 1176, 929, 1199)
article-text: Ὁ παρὰ τῷ Διεθνεῖ Ὑγειονομικῷ συμβουλίῳ τῆς Ἀλεξανδρείας ἡμέτερος ἀντιπρόσωπος κ. Βαλασσόπουλος, ἀναλαβὼν τὰ καθήκοντά του ἀπέστειλεν εἰς τὸ ὑπουργεῖον τῶν Ἐσωτερικῶν μακρὰν ἔκθεσιν περὶ τῆς καταστάσεως τῆς ὑγείας ἐν Ἀλεξανδρείᾳ. Κατὰ τὴν ἔκθεσιν ταύτην, ἀπὸ τῆς ἐμφανίσεως τῆς πανώλους ἐν Ἀλεξανδρείᾳ μέχρι τῆς 9 Ἰουνίου ἐσημειώθησαν 28 κρούσματα ἐκ τῶν ὁποίων 8 ἐν Ἕλλησι, ἐξ αὐτῶν δὲ ἀπέθανον 12. (769, 1227, 969, 1411)
article-text: ΛΟΝΔΙΝΟΝ, 18 Ἰουνίου. (Ἐθνικὸν Πρακτορεῖον). Ἡ Βουλὴ τῶν Κοινοτήτων παρεδέχθη παμψηφεὶ πρότασιν ἐκφράζουσαν θερμὰς εὐχαριστίας πρὸς τὴν Ἑλληνικὴν Βουλὴν διὰ τὰς εὐχάς της ὑπὲρ τῆς ταχείας ἀναρρώσεως τοῦ Βασιλέως Ἐδουάρδου. (130, 1031, 335, 1158)
column-rule (1185, 36, 1186, 2210)
article-text: ΠΑΡΙΣΙΟΙ, 18 Ἰουνίου. (Ἐθνικὸν Πρακτορεῖον). Ὁ ἡγεμὼν Φερδινάνδος ἐγευμάτισε σήμερον μετὰ τοῦ ὑπουργοῦ τῶν Ἐξωτερικῶν Δελκασὲ. Πιστεύεται ὅτι τὴν φορὰν αὐτὴν ὁ Ἡγεμὼν τυγχάνει ἐν Παρισίοις ἰδιαιτέρως φιλοφρονήσεως. (130, 1191, 335, 1290)
headline: ΕΡΓΑΣΙΑΙ ΤΟΥ ΘΡΙΑΣΙΟΥ (570, 158, 746, 176)
lottery-label: » (631, 1110, 639, 1123)
lottery-label: » (631, 1081, 639, 1094)
lottery-table (558, 995, 758, 1123)
headline: ΑΠΑΝΤΗΣΙΣ (175, 962, 290, 985)
lottery-row (558, 995, 758, 1009)
divider (150, 1296, 315, 1297)
article-text: ἄμεσος ὅλοι οἱ ἰατροί. Ἀπελπισθῆτε ἀπὸ τὴν θεωρίαν σας, ἀπὸ τὴν ἐπιστήμην σας, ἀπὸ τὰς μελέτας σας, ἀπὸ τὴν πεῖράν σας· καὶ (130, 446, 335, 501)
lottery-row (558, 1024, 758, 1038)
divider (367, 1065, 527, 1066)
headline: Ο ΝΕΟΣ ΔΙΕΥΘΥΝΤΗΣ (579, 1441, 737, 1459)
divider (1000, 429, 1160, 430)
article-text: Μᾶς ἐστάλη πρὸς δημοσίευσιν ἡ κατωτέρω δήλωσις, ἀνυπόγραφος καὶ κακογραμμένη, περὶ τῆς Κυριακῆς ἀργίας, τὴν ὁποίαν δημοσιεύομεν ὡς ἔχει: (980, 476, 1180, 546)
article-text: ΒΙΕΝΝΗ, 18 Ἰουνίου (Ἐθνικὸν Πρακτορεῖον). Ἀγγέλλεται ἐκ Θεσσαλονίκης ὅτι ἡ χειροτονία τοῦ ἐπισκόπου Φιλιππιάδος ὑπὸ τῆς Ἐξαρχίας εἰς τὴν Αἶνον τῆς Θρᾴκης, προκαλεῖ ταραχάς. Ὁ Βουλγαρικὸς πληθυσμὸς τῶν Φιλιππιάδος ἐξεγείρεται. Προβλέπονται σοβαραὶ περιπλοκαί. (347, 597, 547, 724)
article-text: ΚΩΝ/ΠΟΛΙΣ 18 Ἰουνίου (Ἐθνικὸν Πρακτορεῖον). Συνεπείᾳ τῆς βεβαιώσεως ἐξ κρουσμάτων πανώλους ἐν τῷ ἀπορρυπαντηρίῳ, τὸ Ὑγειονομικὸν Συμβούλιον ἐλήφθη τὰ ἀπαιτούμενα ἀπὸ Κωνσταντινουπόλεως μέτρα κατὰ τῆς ἐπεκτάσεως τῆς ἐπιδημίας. (347, 797, 547, 910)
article-text: Διωρίσθη γραμματεὺς τοῦ ταμείου Ὕδρας ὁ κ. Δ. Φιλάρετος. Διωρίσθη γραφεὺς β᾽ τάξεως ταμείου Φαρσάλων ὁ Η. Παπακωνσταντίνου καὶ ἀπελύθη ὁ Κ. Κωστόπουλος. (1191, 37, 1391, 107)
lottery-number: 56,859 (590, 1067, 628, 1080)
ad-title: ΕΥΚΑΙΡΙΑ (1191, 472, 1391, 498)
lottery-label: » (631, 1038, 639, 1051)
divider (1000, 670, 1160, 671)
headline: Η ΥΓΕΙΑ ΤΟΥ ΕΔΟΥΑΡΔΟΥ (138, 543, 327, 560)
banner-letter: Ε (371, 485, 404, 530)
article-text: ΛΟΝΔΙΝΟΝ, 18(31 Ἰουνίου 11 15΄ μ. μ. Τὸ ἰατρικὸν δελτίον τῆς 10ης ὥρας π. μ. ἀναφέρει ὅτι ὁ Βασιλεὺς διῆλθε καλλίστα τὴν νύκτα. Ὁ ὕπνος του εἶναι φυσιολογικός, ἀνέκτησε δὲ δυνάμεις καὶ ἐν γένει ἡ κατάστασίς του ἐξελίσσεται εὐνοϊκῶς. Μεταξᾶς (130, 827, 335, 954)
subheadline: ΠΡΟΣ ΤΗΝ ΕΛΛΗΝΙΚΗΝ (155, 1011, 310, 1025)
subheadline: ΤΟ ΑΤΜΟΠΛΟΙΟΝ «ΚΑΜΒΟΣ» (986, 196, 1174, 210)
article-text: Ἐδεδαιοῦτο χθὲς, ὅτι ὁ νέος διευθυντὴς τῆς Ἀστυνομίας κ. Γενησαρλῆς θὰ προσλάβῃ ὡς Γραμματέα τὸν Χρ. Ζάχον ὑπομοίραρχον. (769, 340, 969, 410)
column-4 (769, 36, 969, 2210)
article-text: Ὁ ἐν Λονδίνῳ ἡμέτερος ἐπιτετραμμένος κ. Μεταξᾶς ἀπέστειλε χθὲς περὶ τῆς ἀσθενείας τοῦ Βασιλέως Ἐδουάρδου τὸ ἑξῆς τηλεγράφημα εἰς τὸ ὑπουργεῖον τῶν Ἐξωτερικῶν: (130, 738, 335, 822)
headline: ΤΑ ΣΚΑΝΔΑΛΑ (1008, 1055, 1152, 1078)
banner-letter: Ρ (427, 485, 461, 530)
article-text: Ἐγράψη χθὲς ὅτι ὁ ὑπουργὸς τῶν Ἐσωτερικῶν κατὰ τὴν χθεσινὴν μετὰ τοῦ Βασιλέως συνέντευξιν του ὑπέβαλε τὰ διατάγματα τῶν νέων νομαρχῶν. Ὁ κ. Τριανταφυλλάκος, τὸν ὁποῖον ἠρωτήσαμεν μᾶς εἶπεν ὅτι τὰ διατάγματα ἐκρατήθησαν εἰσέτι. Τὰ διατάγματα προσεῖσαν ὁ κ. ὑπουργὸς θὰ ὑποβάλῃ καὶ θὰ ὑπογραφῶσι ταῦτα κατὰ τὴν ἐκ Εὐρώπης ἐπάνοδον τοῦ Βασιλέως. (130, 1560, 335, 1716)
ad-text: Πωλοῦνται τρεῖς ἠλεκτρικοὶ κινητῆρες μετὰ τῶν ἐξαρτημάτων αὐτῶν. Πληροφορίαι ὁδὸς Καπνικαρέας 7, 10 π. μ. (1191, 1019, 1391, 1075)
column-1-top (130, 36, 335, 501)
subheadline: Ο ΝΕΟΣ ΓΡΑΜΜΑΤΕΥΣ (797, 320, 941, 334)
ad-text: Διατί; Διότι βλέπει τις κατ᾽ ἀνάγκην καὶ χρόνον ἀτυχῆ εὑρίσκοντες ὅτι δὲν πωλεῖται ἐξ αὐτοῦ τὸ ἐπεκτείνεσθαι καθ᾽ ὅλον τὸ ἔτος. Διότι τὸ διαφέρει κατὰ πολύ. Εὐρήκατε τὸ ἀρίστου φῆμον. Οἱ ἀγοράζοντες εὐχαριστοῦνται καὶ εἰς τὰς τιμάς. (1191, 347, 1391, 460)
headline: ΑΙ ΥΔΡΑΥΛΙΚΑΙ (587, 128, 729, 151)
ad-subtitle: ΜΠΟΧΩΡ. Ζ. ΣΑΚΚΗ (1227, 649, 1355, 663)
column-6-ads (1191, 36, 1391, 2210)
lottery-row (558, 1009, 758, 1023)
